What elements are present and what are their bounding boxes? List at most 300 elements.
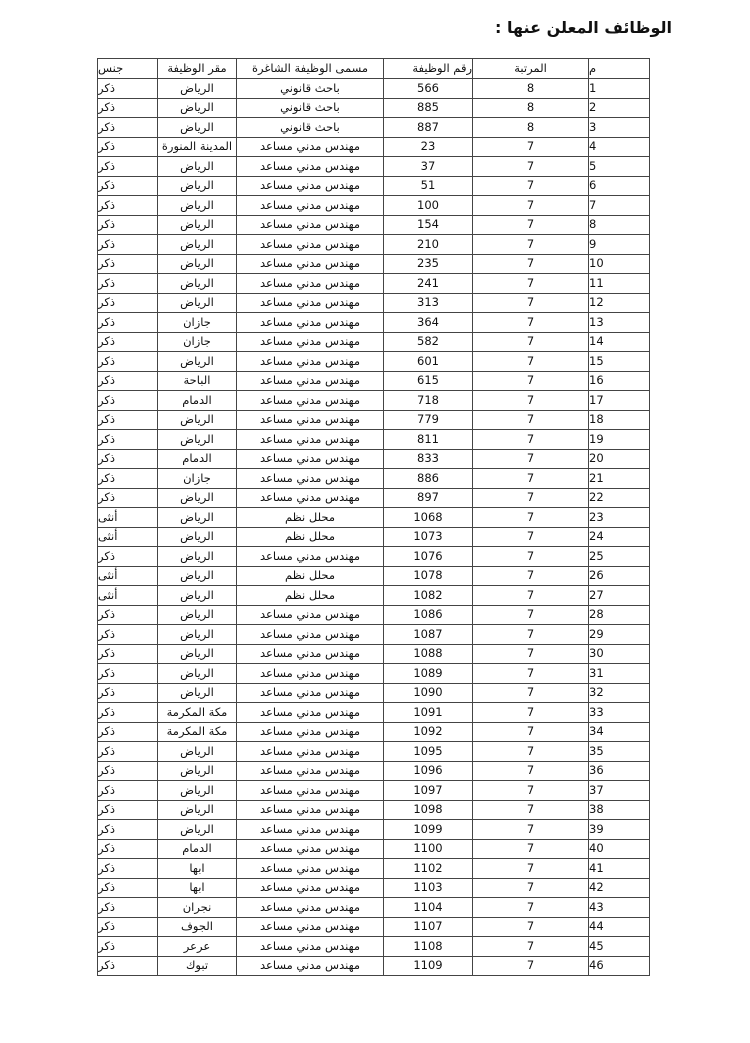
- table-row: [98, 176, 650, 196]
- cell-job-title: مهندس مدني مساعد: [237, 547, 384, 567]
- cell-job-title: مهندس مدني مساعد: [237, 352, 384, 372]
- cell-job-title: مهندس مدني مساعد: [237, 449, 384, 469]
- cell-grade: 7: [473, 781, 589, 801]
- cell-gender: ذكر: [98, 781, 158, 801]
- table-row: [98, 430, 650, 450]
- cell-gender: ذكر: [98, 118, 158, 138]
- cell-location: الدمام: [158, 391, 237, 411]
- cell-gender: أنثى: [98, 508, 158, 528]
- cell-gender: ذكر: [98, 235, 158, 255]
- cell-grade: 7: [473, 722, 589, 742]
- table-row: [98, 605, 650, 625]
- cell-gender: أنثى: [98, 527, 158, 547]
- cell-job-number: 100: [384, 196, 473, 216]
- cell-job-number: 1086: [384, 605, 473, 625]
- cell-job-title: مهندس مدني مساعد: [237, 956, 384, 976]
- cell-index: 40: [589, 839, 650, 859]
- header-job-number: رقم الوظيفة: [384, 59, 473, 79]
- cell-grade: 7: [473, 274, 589, 294]
- cell-index: 15: [589, 352, 650, 372]
- cell-grade: 7: [473, 527, 589, 547]
- cell-index: 25: [589, 547, 650, 567]
- cell-gender: ذكر: [98, 878, 158, 898]
- table-header: [98, 59, 650, 79]
- table-row: [98, 391, 650, 411]
- cell-index: 21: [589, 469, 650, 489]
- cell-grade: 8: [473, 118, 589, 138]
- cell-gender: ذكر: [98, 839, 158, 859]
- table-row: [98, 118, 650, 138]
- table-row: [98, 800, 650, 820]
- cell-index: 37: [589, 781, 650, 801]
- cell-job-title: مهندس مدني مساعد: [237, 293, 384, 313]
- cell-index: 27: [589, 586, 650, 606]
- cell-location: جازان: [158, 313, 237, 333]
- header-gender: جنس: [98, 59, 158, 79]
- cell-job-title: مهندس مدني مساعد: [237, 410, 384, 430]
- cell-grade: 7: [473, 917, 589, 937]
- cell-location: الرياض: [158, 118, 237, 138]
- cell-job-title: محلل نظم: [237, 586, 384, 606]
- header-location: مقر الوظيفة: [158, 59, 237, 79]
- cell-location: مكة المكرمة: [158, 703, 237, 723]
- table-row: [98, 839, 650, 859]
- cell-grade: 7: [473, 313, 589, 333]
- cell-index: 46: [589, 956, 650, 976]
- cell-index: 12: [589, 293, 650, 313]
- cell-grade: 7: [473, 176, 589, 196]
- cell-location: الدمام: [158, 449, 237, 469]
- cell-location: الرياض: [158, 781, 237, 801]
- cell-grade: 7: [473, 410, 589, 430]
- cell-grade: 7: [473, 800, 589, 820]
- cell-grade: 7: [473, 196, 589, 216]
- cell-job-title: مهندس مدني مساعد: [237, 469, 384, 489]
- cell-gender: ذكر: [98, 703, 158, 723]
- cell-job-title: مهندس مدني مساعد: [237, 137, 384, 157]
- cell-gender: ذكر: [98, 956, 158, 976]
- cell-job-title: مهندس مدني مساعد: [237, 391, 384, 411]
- table-row: [98, 527, 650, 547]
- cell-job-title: مهندس مدني مساعد: [237, 235, 384, 255]
- cell-job-number: 1088: [384, 644, 473, 664]
- cell-location: الرياض: [158, 761, 237, 781]
- cell-gender: أنثى: [98, 566, 158, 586]
- cell-gender: ذكر: [98, 196, 158, 216]
- cell-index: 20: [589, 449, 650, 469]
- cell-job-number: 1099: [384, 820, 473, 840]
- cell-job-number: 1092: [384, 722, 473, 742]
- cell-grade: 7: [473, 605, 589, 625]
- table-row: [98, 137, 650, 157]
- cell-location: الجوف: [158, 917, 237, 937]
- cell-job-title: مهندس مدني مساعد: [237, 898, 384, 918]
- cell-gender: ذكر: [98, 547, 158, 567]
- table-row: [98, 761, 650, 781]
- cell-job-number: 1107: [384, 917, 473, 937]
- cell-index: 8: [589, 215, 650, 235]
- cell-job-title: مهندس مدني مساعد: [237, 781, 384, 801]
- table-row: [98, 215, 650, 235]
- cell-index: 14: [589, 332, 650, 352]
- table-row: [98, 644, 650, 664]
- cell-grade: 7: [473, 430, 589, 450]
- cell-job-title: مهندس مدني مساعد: [237, 371, 384, 391]
- cell-job-title: مهندس مدني مساعد: [237, 196, 384, 216]
- cell-index: 30: [589, 644, 650, 664]
- cell-grade: 7: [473, 625, 589, 645]
- cell-job-number: 235: [384, 254, 473, 274]
- cell-grade: 7: [473, 157, 589, 177]
- table-row: [98, 235, 650, 255]
- table-row: [98, 547, 650, 567]
- cell-gender: ذكر: [98, 664, 158, 684]
- table-row: [98, 937, 650, 957]
- cell-index: 39: [589, 820, 650, 840]
- table-row: [98, 371, 650, 391]
- cell-grade: 7: [473, 820, 589, 840]
- cell-job-title: مهندس مدني مساعد: [237, 742, 384, 762]
- cell-gender: ذكر: [98, 293, 158, 313]
- cell-gender: ذكر: [98, 898, 158, 918]
- cell-location: جازان: [158, 332, 237, 352]
- cell-grade: 7: [473, 352, 589, 372]
- cell-job-title: محلل نظم: [237, 566, 384, 586]
- cell-job-number: 1104: [384, 898, 473, 918]
- cell-location: الرياض: [158, 98, 237, 118]
- table-row: [98, 566, 650, 586]
- cell-job-number: 1108: [384, 937, 473, 957]
- cell-index: 22: [589, 488, 650, 508]
- cell-job-number: 897: [384, 488, 473, 508]
- cell-gender: ذكر: [98, 800, 158, 820]
- table-row: [98, 449, 650, 469]
- cell-gender: ذكر: [98, 176, 158, 196]
- cell-job-title: مهندس مدني مساعد: [237, 703, 384, 723]
- table-body: [98, 79, 650, 976]
- cell-location: المدينة المنورة: [158, 137, 237, 157]
- cell-job-title: مهندس مدني مساعد: [237, 644, 384, 664]
- cell-grade: 7: [473, 371, 589, 391]
- cell-location: الرياض: [158, 196, 237, 216]
- cell-index: 26: [589, 566, 650, 586]
- cell-job-title: مهندس مدني مساعد: [237, 839, 384, 859]
- cell-index: 28: [589, 605, 650, 625]
- cell-job-number: 887: [384, 118, 473, 138]
- cell-job-number: 1078: [384, 566, 473, 586]
- cell-grade: 7: [473, 859, 589, 879]
- cell-grade: 8: [473, 79, 589, 99]
- cell-job-title: مهندس مدني مساعد: [237, 215, 384, 235]
- cell-job-title: مهندس مدني مساعد: [237, 761, 384, 781]
- cell-job-number: 210: [384, 235, 473, 255]
- cell-gender: ذكر: [98, 469, 158, 489]
- cell-job-number: 1076: [384, 547, 473, 567]
- cell-grade: 7: [473, 137, 589, 157]
- cell-grade: 7: [473, 586, 589, 606]
- cell-job-number: 885: [384, 98, 473, 118]
- cell-job-number: 1096: [384, 761, 473, 781]
- cell-job-number: 1103: [384, 878, 473, 898]
- cell-index: 5: [589, 157, 650, 177]
- cell-gender: ذكر: [98, 488, 158, 508]
- cell-location: الرياض: [158, 157, 237, 177]
- cell-grade: 7: [473, 449, 589, 469]
- cell-location: الرياض: [158, 644, 237, 664]
- cell-job-title: مهندس مدني مساعد: [237, 937, 384, 957]
- cell-job-number: 1095: [384, 742, 473, 762]
- cell-grade: 7: [473, 703, 589, 723]
- cell-location: الرياض: [158, 800, 237, 820]
- cell-location: الباحة: [158, 371, 237, 391]
- cell-grade: 7: [473, 391, 589, 411]
- table-row: [98, 157, 650, 177]
- cell-gender: ذكر: [98, 761, 158, 781]
- cell-location: ابها: [158, 878, 237, 898]
- cell-job-number: 1087: [384, 625, 473, 645]
- cell-job-title: مهندس مدني مساعد: [237, 683, 384, 703]
- cell-job-number: 1082: [384, 586, 473, 606]
- cell-job-number: 154: [384, 215, 473, 235]
- header-job-title: مسمى الوظيفة الشاغرة: [237, 59, 384, 79]
- cell-job-title: مهندس مدني مساعد: [237, 878, 384, 898]
- table-row: [98, 742, 650, 762]
- cell-gender: ذكر: [98, 683, 158, 703]
- cell-job-number: 615: [384, 371, 473, 391]
- cell-location: ابها: [158, 859, 237, 879]
- cell-index: 7: [589, 196, 650, 216]
- cell-location: الرياض: [158, 742, 237, 762]
- cell-job-title: مهندس مدني مساعد: [237, 625, 384, 645]
- cell-job-title: مهندس مدني مساعد: [237, 157, 384, 177]
- cell-grade: 7: [473, 469, 589, 489]
- cell-gender: أنثى: [98, 586, 158, 606]
- header-row: [98, 59, 650, 79]
- cell-job-number: 601: [384, 352, 473, 372]
- cell-index: 19: [589, 430, 650, 450]
- cell-grade: 7: [473, 644, 589, 664]
- cell-location: الرياض: [158, 254, 237, 274]
- cell-job-title: مهندس مدني مساعد: [237, 664, 384, 684]
- cell-location: الرياض: [158, 586, 237, 606]
- cell-job-number: 566: [384, 79, 473, 99]
- cell-grade: 7: [473, 937, 589, 957]
- cell-job-number: 1109: [384, 956, 473, 976]
- cell-grade: 7: [473, 742, 589, 762]
- cell-grade: 7: [473, 664, 589, 684]
- cell-index: 10: [589, 254, 650, 274]
- cell-location: الرياض: [158, 625, 237, 645]
- cell-job-title: باحث قانوني: [237, 79, 384, 99]
- cell-gender: ذكر: [98, 859, 158, 879]
- table-row: [98, 196, 650, 216]
- table-row: [98, 254, 650, 274]
- cell-gender: ذكر: [98, 254, 158, 274]
- cell-gender: ذكر: [98, 644, 158, 664]
- cell-job-number: 718: [384, 391, 473, 411]
- table-row: [98, 508, 650, 528]
- cell-gender: ذكر: [98, 605, 158, 625]
- cell-location: الرياض: [158, 605, 237, 625]
- cell-job-number: 886: [384, 469, 473, 489]
- table-row: [98, 313, 650, 333]
- cell-gender: ذكر: [98, 157, 158, 177]
- cell-gender: ذكر: [98, 430, 158, 450]
- table-row: [98, 683, 650, 703]
- cell-gender: ذكر: [98, 625, 158, 645]
- table-row: [98, 469, 650, 489]
- cell-index: 36: [589, 761, 650, 781]
- cell-job-number: 582: [384, 332, 473, 352]
- table-row: [98, 859, 650, 879]
- page-title: الوظائف المعلن عنها :: [495, 18, 672, 37]
- cell-job-title: مهندس مدني مساعد: [237, 859, 384, 879]
- cell-index: 41: [589, 859, 650, 879]
- cell-index: 1: [589, 79, 650, 99]
- cell-job-title: مهندس مدني مساعد: [237, 917, 384, 937]
- cell-location: الرياض: [158, 683, 237, 703]
- cell-job-number: 1090: [384, 683, 473, 703]
- cell-grade: 7: [473, 898, 589, 918]
- cell-gender: ذكر: [98, 449, 158, 469]
- table-row: [98, 79, 650, 99]
- cell-location: الرياض: [158, 527, 237, 547]
- cell-index: 11: [589, 274, 650, 294]
- cell-index: 45: [589, 937, 650, 957]
- table-row: [98, 722, 650, 742]
- table-row: [98, 98, 650, 118]
- header-index: م: [589, 59, 650, 79]
- cell-index: 32: [589, 683, 650, 703]
- header-grade: المرتبة: [473, 59, 589, 79]
- cell-gender: ذكر: [98, 742, 158, 762]
- cell-location: مكة المكرمة: [158, 722, 237, 742]
- cell-grade: 7: [473, 547, 589, 567]
- table-row: [98, 488, 650, 508]
- table-row: [98, 586, 650, 606]
- cell-index: 6: [589, 176, 650, 196]
- cell-location: نجران: [158, 898, 237, 918]
- cell-gender: ذكر: [98, 137, 158, 157]
- cell-grade: 7: [473, 488, 589, 508]
- cell-grade: 8: [473, 98, 589, 118]
- cell-index: 3: [589, 118, 650, 138]
- cell-location: الرياض: [158, 235, 237, 255]
- cell-job-number: 1097: [384, 781, 473, 801]
- cell-location: جازان: [158, 469, 237, 489]
- cell-location: الرياض: [158, 410, 237, 430]
- cell-job-number: 779: [384, 410, 473, 430]
- table-row: [98, 410, 650, 430]
- cell-grade: 7: [473, 839, 589, 859]
- cell-index: 16: [589, 371, 650, 391]
- cell-location: الرياض: [158, 547, 237, 567]
- cell-grade: 7: [473, 293, 589, 313]
- cell-job-title: محلل نظم: [237, 527, 384, 547]
- cell-grade: 7: [473, 956, 589, 976]
- cell-gender: ذكر: [98, 722, 158, 742]
- cell-index: 42: [589, 878, 650, 898]
- table-row: [98, 703, 650, 723]
- table-row: [98, 898, 650, 918]
- table-row: [98, 781, 650, 801]
- cell-location: الرياض: [158, 664, 237, 684]
- cell-grade: 7: [473, 215, 589, 235]
- cell-grade: 7: [473, 254, 589, 274]
- table-row: [98, 917, 650, 937]
- cell-index: 9: [589, 235, 650, 255]
- cell-location: الرياض: [158, 79, 237, 99]
- cell-job-title: مهندس مدني مساعد: [237, 488, 384, 508]
- cell-location: الرياض: [158, 215, 237, 235]
- cell-index: 23: [589, 508, 650, 528]
- cell-job-number: 1089: [384, 664, 473, 684]
- cell-job-number: 1102: [384, 859, 473, 879]
- cell-index: 13: [589, 313, 650, 333]
- cell-index: 24: [589, 527, 650, 547]
- cell-location: الرياض: [158, 508, 237, 528]
- cell-gender: ذكر: [98, 410, 158, 430]
- cell-job-number: 313: [384, 293, 473, 313]
- cell-location: الرياض: [158, 820, 237, 840]
- cell-gender: ذكر: [98, 391, 158, 411]
- cell-index: 38: [589, 800, 650, 820]
- cell-job-number: 23: [384, 137, 473, 157]
- cell-gender: ذكر: [98, 352, 158, 372]
- cell-gender: ذكر: [98, 79, 158, 99]
- cell-index: 18: [589, 410, 650, 430]
- cell-grade: 7: [473, 683, 589, 703]
- cell-index: 31: [589, 664, 650, 684]
- table-row: [98, 625, 650, 645]
- table-row: [98, 332, 650, 352]
- cell-grade: 7: [473, 878, 589, 898]
- cell-job-title: مهندس مدني مساعد: [237, 332, 384, 352]
- cell-job-number: 1073: [384, 527, 473, 547]
- cell-index: 17: [589, 391, 650, 411]
- cell-gender: ذكر: [98, 98, 158, 118]
- cell-job-title: مهندس مدني مساعد: [237, 722, 384, 742]
- cell-job-number: 1098: [384, 800, 473, 820]
- cell-job-number: 811: [384, 430, 473, 450]
- cell-gender: ذكر: [98, 332, 158, 352]
- cell-gender: ذكر: [98, 313, 158, 333]
- cell-location: الدمام: [158, 839, 237, 859]
- cell-location: الرياض: [158, 566, 237, 586]
- cell-job-number: 1100: [384, 839, 473, 859]
- table-row: [98, 352, 650, 372]
- cell-location: الرياض: [158, 352, 237, 372]
- cell-job-title: مهندس مدني مساعد: [237, 313, 384, 333]
- cell-index: 4: [589, 137, 650, 157]
- cell-index: 35: [589, 742, 650, 762]
- cell-location: عرعر: [158, 937, 237, 957]
- cell-index: 44: [589, 917, 650, 937]
- cell-job-title: مهندس مدني مساعد: [237, 820, 384, 840]
- table-row: [98, 664, 650, 684]
- table-row: [98, 274, 650, 294]
- cell-index: 2: [589, 98, 650, 118]
- cell-job-number: 1068: [384, 508, 473, 528]
- cell-gender: ذكر: [98, 820, 158, 840]
- cell-gender: ذكر: [98, 274, 158, 294]
- cell-job-number: 833: [384, 449, 473, 469]
- cell-gender: ذكر: [98, 937, 158, 957]
- cell-index: 34: [589, 722, 650, 742]
- cell-grade: 7: [473, 508, 589, 528]
- cell-job-number: 37: [384, 157, 473, 177]
- cell-job-title: مهندس مدني مساعد: [237, 430, 384, 450]
